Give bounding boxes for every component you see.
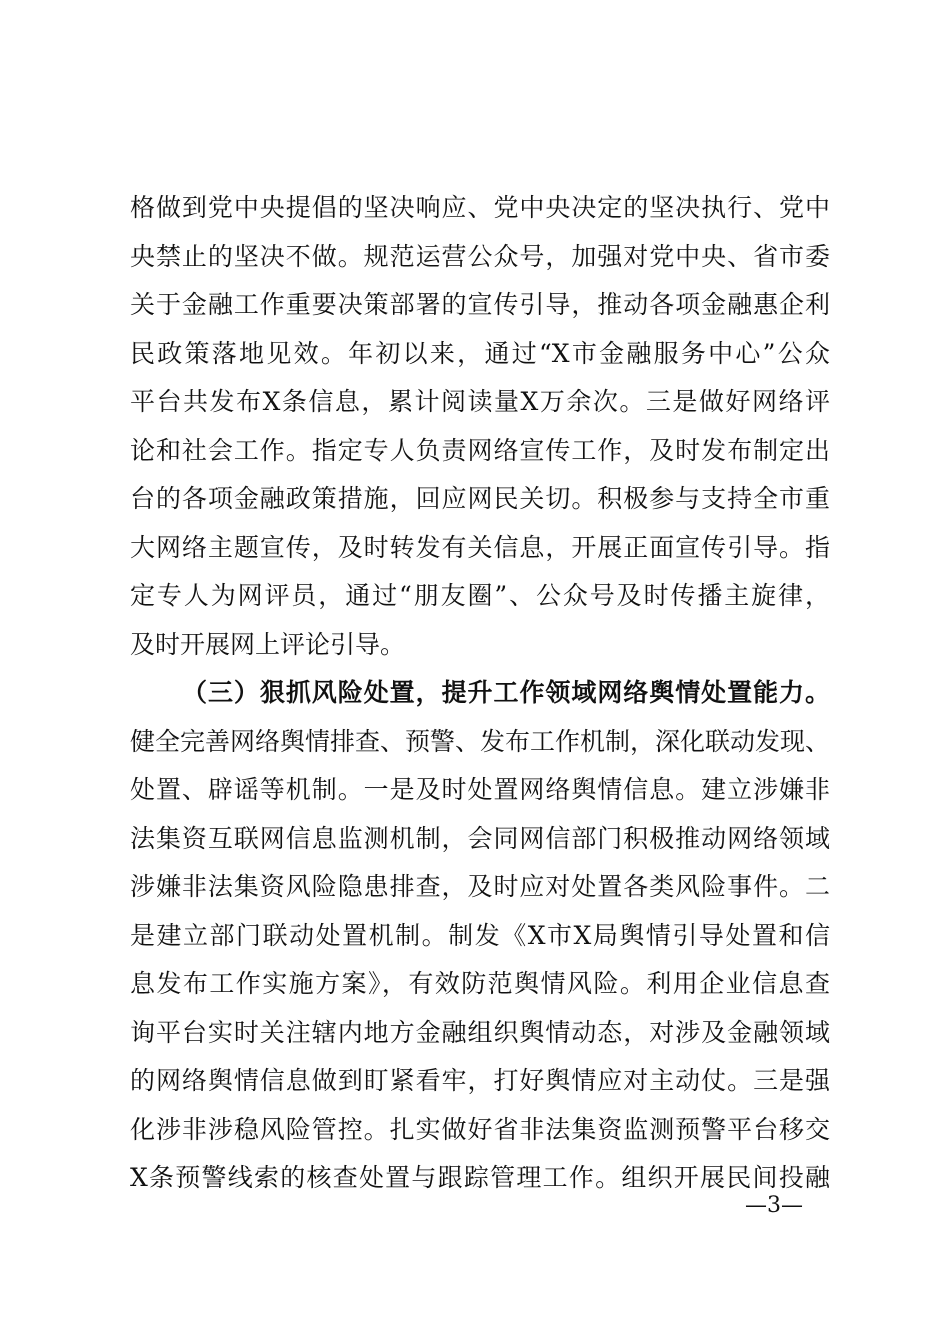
text-line: 论和社会工作。指定专人负责网络宣传工作，及时发布制定出 — [130, 435, 830, 465]
text-line: 涉嫌非法集资风险隐患排查，及时应对处置各类风险事件。二 — [130, 872, 830, 901]
text-line: X条预警线索的核查处置与跟踪管理工作。组织开展民间投融 — [130, 1163, 830, 1192]
text-line: 及时开展网上评论引导。 — [130, 629, 406, 659]
text-line: 央禁止的坚决不做。规范运营公众号，加强对党中央、省市委 — [130, 241, 830, 271]
text-line: 关于金融工作重要决策部署的宣传引导，推动各项金融惠企利 — [130, 290, 830, 319]
text-line: 询平台实时关注辖内地方金融组织舆情动态，对涉及金融领域 — [130, 1017, 830, 1047]
text-line: 法集资互联网信息监测机制，会同网信部门积极推动网络领域 — [130, 823, 830, 853]
text-line: 健全完善网络舆情排查、预警、发布工作机制，深化联动发现、 — [130, 726, 831, 756]
text-line: 息发布工作实施方案》，有效防范舆情风险。利用企业信息查 — [130, 969, 830, 998]
text-line: 的网络舆情信息做到盯紧看牢，打好舆情应对主动仗。三是强 — [130, 1066, 830, 1095]
page-number: —3— — [745, 1193, 803, 1218]
text-line: 台的各项金融政策措施，回应网民关切。积极参与支持全市重 — [130, 484, 830, 513]
text-line: 处置、辟谣等机制。一是及时处置网络舆情信息。建立涉嫌非 — [130, 775, 830, 804]
section-heading: （三）狠抓风险处置，提升工作领域网络舆情处置能力。 — [182, 678, 830, 707]
text-line: 平台共发布X条信息，累计阅读量X万余次。三是做好网络评 — [130, 387, 830, 416]
text-line: 是建立部门联动处置机制。制发《X市X局舆情引导处置和信 — [130, 920, 830, 950]
text-line: 定专人为网评员，通过“朋友圈”、公众号及时传播主旋律， — [130, 581, 830, 610]
text-line: 大网络主题宣传，及时转发有关信息，开展正面宣传引导。指 — [130, 532, 830, 562]
text-line: 格做到党中央提倡的坚决响应、党中央决定的坚决执行、党中 — [130, 193, 830, 222]
text-line: 化涉非涉稳风险管控。扎实做好省非法集资监测预警平台移交 — [130, 1114, 830, 1144]
text-line: 民政策落地见效。年初以来，通过“X市金融服务中心”公众 — [130, 338, 830, 368]
